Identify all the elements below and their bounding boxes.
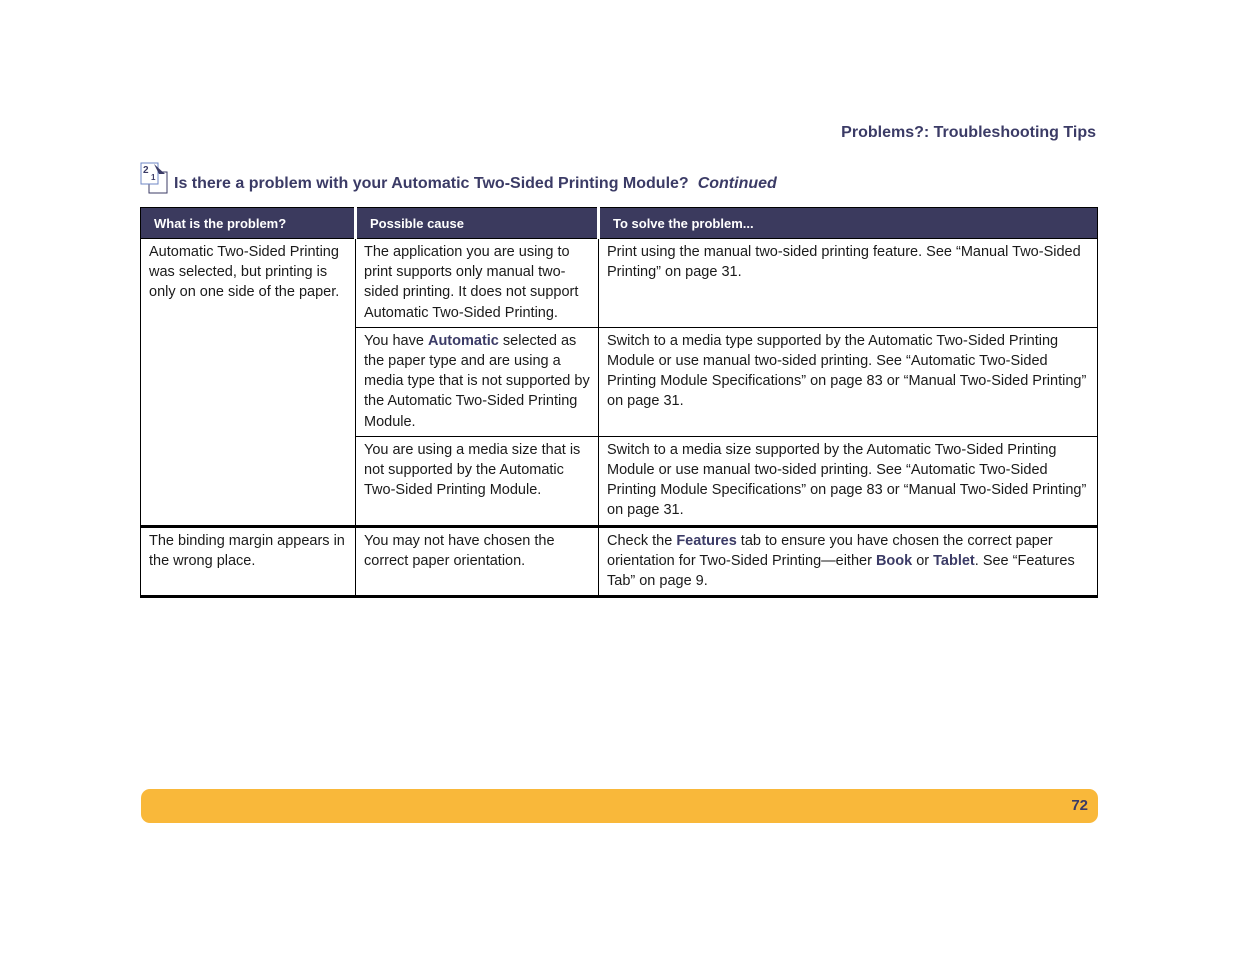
solution-cell xyxy=(599,526,1098,597)
features-keyword: Features xyxy=(676,532,737,549)
section-header: Problems?: Troubleshooting Tips xyxy=(841,124,1096,141)
solution-cell: Switch to a media type supported by the Automatic Two-Sided Printing Module or use manual two-sided printing. See “Automatic Two-Sided Printing Module Specifications” on page 83 or “Manual Two-Sided Printing” on page 31. xyxy=(599,327,1098,436)
solution-text: or xyxy=(912,552,934,569)
column-header-cause: Possible cause xyxy=(356,208,599,239)
problem-cell: Automatic Two-Sided Printing was selected, but printing is only on one side of the paper. xyxy=(141,239,356,527)
svg-text:2: 2 xyxy=(143,165,149,176)
solution-cell: Print using the manual two-sided printing feature. See “Manual Two-Sided Printing” on page 31. xyxy=(599,239,1098,328)
table-row xyxy=(141,526,1098,597)
column-header-problem: What is the problem? xyxy=(141,208,356,239)
column-header-solution: To solve the problem... xyxy=(599,208,1098,239)
tablet-keyword: Tablet xyxy=(933,552,975,569)
cause-cell: The application you are using to print supports only manual two-sided printing. It does not support Automatic Two-Sided Printing. xyxy=(356,239,599,328)
solution-text: . See “Features Tab” on page 9. xyxy=(607,552,1075,590)
footer-bar xyxy=(141,789,1098,823)
solution-cell: Switch to a media size supported by the Automatic Two-Sided Printing Module or use manual two-sided printing. See “Automatic Two-Sided Printing Module Specifications” on page 83 or “Manual Two-Sided Printing” on page 31. xyxy=(599,436,1098,526)
page-number: 72 xyxy=(1071,797,1088,814)
solution-text: tab to ensure you have chosen the correct paper orientation for Two-Sided Printing—either xyxy=(607,532,1053,569)
table-row xyxy=(141,239,1098,328)
cause-text: You have xyxy=(364,332,428,349)
troubleshooting-table xyxy=(140,207,1098,598)
section-title xyxy=(140,162,777,194)
table-header-row xyxy=(141,208,1098,239)
cause-cell: You are using a media size that is not supported by the Automatic Two-Sided Printing Module. xyxy=(356,436,599,526)
cause-cell: You may not have chosen the correct paper orientation. xyxy=(356,526,599,597)
svg-text:1: 1 xyxy=(151,173,156,182)
book-keyword: Book xyxy=(875,552,913,569)
title-text: Is there a problem with your Automatic Two-Sided Printing Module? xyxy=(174,175,689,192)
problem-cell: The binding margin appears in the wrong place. xyxy=(141,526,356,597)
title-continued: Continued xyxy=(697,175,777,192)
solution-text: Check the xyxy=(607,532,677,549)
cause-keyword: Automatic xyxy=(427,332,499,349)
cause-text: selected as the paper type and are using a media type that is not supported by the Automatic Two-Sided Printing Module. xyxy=(364,332,590,430)
cause-cell xyxy=(356,327,599,436)
two-sided-printing-icon xyxy=(140,162,170,194)
